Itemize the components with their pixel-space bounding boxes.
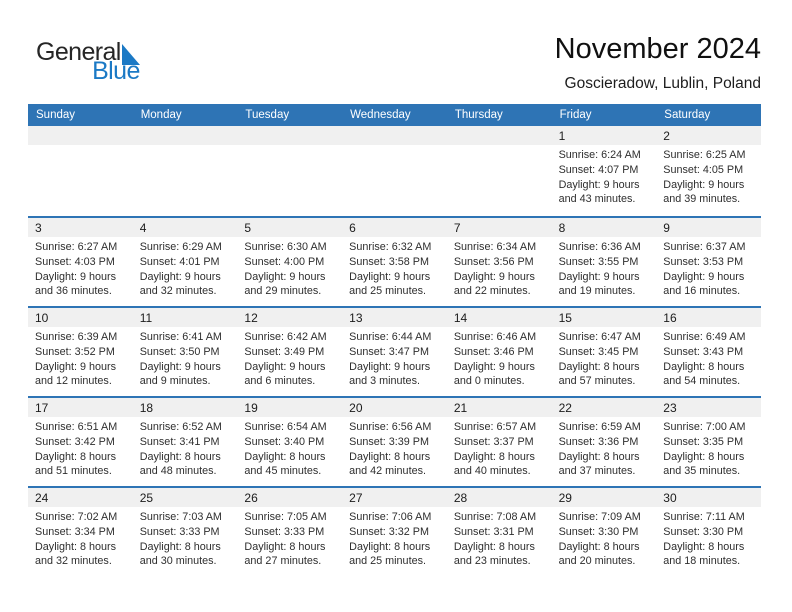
day-detail-line: Sunset: 3:35 PM <box>663 435 744 448</box>
day-detail-line: and 51 minutes. <box>35 465 112 478</box>
day-detail-line: Daylight: 9 hours <box>35 270 117 283</box>
day-detail-line: and 43 minutes. <box>558 193 636 206</box>
day-detail-line: and 42 minutes. <box>349 465 426 478</box>
day-detail-line: and 48 minutes. <box>139 465 217 478</box>
day-detail-line: Daylight: 9 hours <box>558 178 640 191</box>
day-cell <box>237 218 342 306</box>
day-detail-line: Sunset: 3:33 PM <box>244 525 325 538</box>
calendar-table <box>28 104 761 576</box>
day-detail-line: Daylight: 9 hours <box>349 270 431 283</box>
day-cell <box>342 398 447 486</box>
day-cell <box>28 308 133 396</box>
day-detail-line: Sunrise: 7:00 AM <box>663 421 746 433</box>
day-details <box>133 327 238 389</box>
day-cell <box>133 218 238 306</box>
day-detail-line: and 22 minutes. <box>453 285 531 298</box>
day-detail-line: Daylight: 8 hours <box>663 540 745 553</box>
day-detail-line: and 18 minutes. <box>663 555 741 568</box>
weekday-header: Wednesday <box>350 109 411 121</box>
day-details <box>447 327 552 389</box>
calendar-week-row <box>28 126 761 216</box>
day-detail-line: Daylight: 8 hours <box>244 450 326 463</box>
day-detail-line: Daylight: 9 hours <box>139 270 221 283</box>
day-details <box>656 417 761 479</box>
day-detail-line: and 40 minutes. <box>453 465 531 478</box>
day-detail-line: Sunrise: 6:27 AM <box>35 241 118 253</box>
day-details <box>656 145 761 207</box>
day-detail-line: Sunset: 3:43 PM <box>663 345 744 358</box>
day-detail-line: Sunrise: 6:25 AM <box>663 149 746 161</box>
day-detail-line: Sunset: 4:05 PM <box>663 163 744 176</box>
day-detail-line: Sunset: 4:01 PM <box>139 255 220 268</box>
day-detail-line: Daylight: 8 hours <box>663 450 745 463</box>
day-detail-line: and 30 minutes. <box>139 555 217 568</box>
day-number: 16 <box>656 308 761 327</box>
day-details <box>28 507 133 569</box>
day-details <box>342 417 447 479</box>
day-detail-line: Daylight: 9 hours <box>349 360 431 373</box>
day-details <box>656 327 761 389</box>
day-details <box>237 327 342 389</box>
day-cell <box>656 218 761 306</box>
day-detail-line: Sunrise: 6:36 AM <box>558 241 641 253</box>
day-detail-line: Sunset: 3:33 PM <box>139 525 220 538</box>
day-cell <box>552 126 657 216</box>
calendar-week-row <box>28 306 761 396</box>
day-detail-line: and 9 minutes. <box>139 375 211 388</box>
day-detail-line: and 57 minutes. <box>558 375 636 388</box>
day-detail-line: and 6 minutes. <box>244 375 316 388</box>
day-details <box>552 327 657 389</box>
day-detail-line: Daylight: 8 hours <box>663 360 745 373</box>
day-cell <box>342 218 447 306</box>
day-detail-line: Sunset: 3:40 PM <box>244 435 325 448</box>
day-detail-line: Sunrise: 6:47 AM <box>558 331 641 343</box>
day-detail-line: Sunrise: 6:42 AM <box>244 331 327 343</box>
day-detail-line: Daylight: 8 hours <box>558 360 640 373</box>
day-details <box>133 237 238 299</box>
day-detail-line: Sunrise: 6:59 AM <box>558 421 641 433</box>
day-details <box>552 507 657 569</box>
day-detail-line: Sunrise: 6:49 AM <box>663 331 746 343</box>
day-number: 1 <box>552 126 657 145</box>
day-details <box>28 417 133 479</box>
day-number: 26 <box>237 488 342 507</box>
day-detail-line: Sunrise: 7:03 AM <box>139 511 222 523</box>
day-detail-line: and 23 minutes. <box>453 555 531 568</box>
day-detail-line: Sunset: 3:32 PM <box>349 525 429 538</box>
weekday-header: Thursday <box>454 109 503 121</box>
day-detail-line: and 25 minutes. <box>349 285 426 298</box>
day-details <box>447 237 552 299</box>
location-subtitle: Goscieradow, Lublin, Poland <box>564 75 761 92</box>
day-detail-line: and 27 minutes. <box>244 555 322 568</box>
day-detail-line: Sunset: 3:46 PM <box>453 345 534 358</box>
day-detail-line: Daylight: 9 hours <box>453 270 535 283</box>
day-detail-line: Daylight: 9 hours <box>663 270 745 283</box>
day-detail-line: and 25 minutes. <box>349 555 426 568</box>
day-cell <box>447 218 552 306</box>
day-number: 13 <box>342 308 447 327</box>
day-cell <box>656 488 761 576</box>
day-cell <box>237 398 342 486</box>
day-cell <box>133 398 238 486</box>
logo-text-general: General <box>36 38 121 66</box>
day-cell <box>552 398 657 486</box>
day-cell <box>28 398 133 486</box>
day-details <box>447 417 552 479</box>
day-detail-line: Sunrise: 6:57 AM <box>453 421 537 433</box>
day-detail-line: Daylight: 9 hours <box>244 360 326 373</box>
day-detail-line: Sunset: 4:03 PM <box>35 255 115 268</box>
day-detail-line: Daylight: 8 hours <box>139 450 221 463</box>
day-details <box>28 237 133 299</box>
day-details <box>342 507 447 569</box>
day-detail-line: Sunrise: 6:44 AM <box>349 331 432 343</box>
day-details <box>28 327 133 389</box>
day-detail-line: and 36 minutes. <box>35 285 112 298</box>
day-detail-line: Daylight: 8 hours <box>453 540 535 553</box>
day-details <box>342 145 447 148</box>
day-number: 5 <box>237 218 342 237</box>
calendar-week-row <box>28 216 761 306</box>
day-details <box>237 507 342 569</box>
day-detail-line: Sunset: 3:42 PM <box>35 435 115 448</box>
day-details <box>133 417 238 479</box>
day-detail-line: Sunset: 3:39 PM <box>349 435 429 448</box>
day-cell <box>28 488 133 576</box>
calendar-week-row <box>28 396 761 486</box>
day-cell <box>447 126 552 216</box>
day-detail-line: Daylight: 9 hours <box>35 360 117 373</box>
day-detail-line: Sunset: 3:30 PM <box>558 525 639 538</box>
day-detail-line: Daylight: 8 hours <box>35 540 117 553</box>
day-number: 29 <box>552 488 657 507</box>
day-detail-line: Sunset: 3:30 PM <box>663 525 744 538</box>
day-cell <box>133 308 238 396</box>
weekday-header: Friday <box>559 109 592 121</box>
day-cell <box>28 126 133 216</box>
day-number <box>28 126 133 145</box>
day-detail-line: Daylight: 8 hours <box>349 450 431 463</box>
day-detail-line: and 32 minutes. <box>35 555 112 568</box>
day-detail-line: Sunset: 3:31 PM <box>453 525 534 538</box>
day-detail-line: Sunset: 3:53 PM <box>663 255 744 268</box>
day-details <box>552 237 657 299</box>
day-detail-line: Daylight: 8 hours <box>35 450 117 463</box>
day-cell <box>342 308 447 396</box>
day-number: 23 <box>656 398 761 417</box>
day-detail-line: Daylight: 8 hours <box>453 450 535 463</box>
page-title: November 2024 <box>554 33 761 65</box>
day-detail-line: Daylight: 9 hours <box>663 178 745 191</box>
day-number: 12 <box>237 308 342 327</box>
day-number <box>133 126 238 145</box>
day-number: 28 <box>447 488 552 507</box>
day-detail-line: Sunset: 3:34 PM <box>35 525 115 538</box>
day-detail-line: and 19 minutes. <box>558 285 636 298</box>
day-details <box>237 417 342 479</box>
day-number: 27 <box>342 488 447 507</box>
day-cell <box>656 308 761 396</box>
day-details <box>342 237 447 299</box>
calendar-body <box>28 126 761 576</box>
day-number: 2 <box>656 126 761 145</box>
weekday-header: Sunday <box>36 109 76 121</box>
day-detail-line: Sunset: 3:36 PM <box>558 435 639 448</box>
day-detail-line: Daylight: 8 hours <box>349 540 431 553</box>
day-number: 25 <box>133 488 238 507</box>
day-detail-line: and 20 minutes. <box>558 555 636 568</box>
day-details <box>237 145 342 148</box>
day-number <box>237 126 342 145</box>
day-number: 22 <box>552 398 657 417</box>
day-detail-line: Sunset: 4:00 PM <box>244 255 325 268</box>
day-cell <box>552 308 657 396</box>
day-detail-line: Daylight: 8 hours <box>558 540 640 553</box>
day-detail-line: Sunrise: 6:30 AM <box>244 241 327 253</box>
day-detail-line: Sunrise: 6:24 AM <box>558 149 641 161</box>
day-detail-line: Daylight: 9 hours <box>139 360 221 373</box>
day-cell <box>447 398 552 486</box>
day-cell <box>656 398 761 486</box>
day-cell <box>656 126 761 216</box>
day-detail-line: and 54 minutes. <box>663 375 741 388</box>
day-detail-line: and 0 minutes. <box>453 375 525 388</box>
day-cell <box>28 218 133 306</box>
day-number <box>342 126 447 145</box>
day-detail-line: Sunrise: 7:11 AM <box>663 511 745 523</box>
day-detail-line: Sunset: 3:55 PM <box>558 255 639 268</box>
day-cell <box>552 488 657 576</box>
day-detail-line: Sunset: 3:56 PM <box>453 255 534 268</box>
day-number: 17 <box>28 398 133 417</box>
day-detail-line: Sunset: 3:37 PM <box>453 435 534 448</box>
day-detail-line: Daylight: 8 hours <box>139 540 221 553</box>
day-detail-line: and 37 minutes. <box>558 465 636 478</box>
day-details <box>342 327 447 389</box>
day-detail-line: and 32 minutes. <box>139 285 217 298</box>
day-number: 7 <box>447 218 552 237</box>
day-detail-line: and 45 minutes. <box>244 465 322 478</box>
day-number: 8 <box>552 218 657 237</box>
day-number: 18 <box>133 398 238 417</box>
day-detail-line: Sunset: 3:50 PM <box>139 345 220 358</box>
day-detail-line: and 3 minutes. <box>349 375 420 388</box>
day-detail-line: Sunrise: 6:54 AM <box>244 421 327 433</box>
weekday-header: Monday <box>140 109 182 121</box>
day-details <box>656 237 761 299</box>
day-detail-line: and 29 minutes. <box>244 285 322 298</box>
day-details <box>656 507 761 569</box>
day-detail-line: Sunrise: 6:32 AM <box>349 241 432 253</box>
day-number: 15 <box>552 308 657 327</box>
day-detail-line: Sunrise: 6:46 AM <box>453 331 537 343</box>
weekday-header: Saturday <box>664 109 711 121</box>
weekday-header-row <box>28 104 761 126</box>
day-detail-line: and 39 minutes. <box>663 193 741 206</box>
day-cell <box>133 488 238 576</box>
day-detail-line: Daylight: 8 hours <box>244 540 326 553</box>
day-detail-line: Sunrise: 6:37 AM <box>663 241 746 253</box>
day-detail-line: Daylight: 9 hours <box>244 270 326 283</box>
day-cell <box>237 126 342 216</box>
day-number: 30 <box>656 488 761 507</box>
day-cell <box>552 218 657 306</box>
day-detail-line: Sunrise: 6:29 AM <box>139 241 222 253</box>
title-block <box>555 33 761 93</box>
day-cell <box>133 126 238 216</box>
day-details <box>237 237 342 299</box>
day-detail-line: and 12 minutes. <box>35 375 112 388</box>
day-details <box>133 507 238 569</box>
day-detail-line: Sunset: 3:58 PM <box>349 255 429 268</box>
day-detail-line: Sunrise: 7:08 AM <box>453 511 537 523</box>
day-number: 3 <box>28 218 133 237</box>
day-number: 19 <box>237 398 342 417</box>
day-detail-line: Sunrise: 6:41 AM <box>139 331 222 343</box>
day-number: 24 <box>28 488 133 507</box>
day-detail-line: Sunset: 3:49 PM <box>244 345 325 358</box>
day-number: 14 <box>447 308 552 327</box>
day-number <box>447 126 552 145</box>
day-details <box>28 145 133 148</box>
day-detail-line: Sunrise: 6:56 AM <box>349 421 432 433</box>
day-detail-line: Sunset: 4:07 PM <box>558 163 639 176</box>
day-detail-line: Sunrise: 7:05 AM <box>244 511 327 523</box>
day-detail-line: and 35 minutes. <box>663 465 741 478</box>
day-number: 9 <box>656 218 761 237</box>
day-number: 4 <box>133 218 238 237</box>
day-detail-line: Sunrise: 7:09 AM <box>558 511 641 523</box>
day-number: 11 <box>133 308 238 327</box>
weekday-header: Tuesday <box>245 109 290 121</box>
day-number: 20 <box>342 398 447 417</box>
day-details <box>552 145 657 207</box>
day-detail-line: Sunrise: 6:52 AM <box>139 421 222 433</box>
day-cell <box>237 308 342 396</box>
day-details <box>447 507 552 569</box>
day-detail-line: Sunrise: 7:06 AM <box>349 511 432 523</box>
day-number: 6 <box>342 218 447 237</box>
day-detail-line: Daylight: 8 hours <box>558 450 640 463</box>
logo-text-blue: Blue <box>92 57 140 85</box>
day-detail-line: Sunset: 3:41 PM <box>139 435 220 448</box>
day-cell <box>237 488 342 576</box>
day-detail-line: Sunrise: 6:51 AM <box>35 421 118 433</box>
day-detail-line: Sunrise: 6:34 AM <box>453 241 537 253</box>
day-details <box>552 417 657 479</box>
day-detail-line: Daylight: 9 hours <box>558 270 640 283</box>
day-cell <box>447 488 552 576</box>
day-detail-line: Daylight: 9 hours <box>453 360 535 373</box>
day-number: 21 <box>447 398 552 417</box>
calendar-week-row <box>28 486 761 576</box>
day-detail-line: and 16 minutes. <box>663 285 741 298</box>
day-cell <box>342 488 447 576</box>
day-detail-line: Sunrise: 6:39 AM <box>35 331 118 343</box>
day-cell <box>342 126 447 216</box>
day-detail-line: Sunset: 3:45 PM <box>558 345 639 358</box>
day-details <box>447 145 552 148</box>
day-cell <box>447 308 552 396</box>
general-blue-logo <box>36 38 140 85</box>
day-detail-line: Sunset: 3:47 PM <box>349 345 429 358</box>
day-detail-line: Sunrise: 7:02 AM <box>35 511 118 523</box>
day-details <box>133 145 238 148</box>
day-number: 10 <box>28 308 133 327</box>
day-detail-line: Sunset: 3:52 PM <box>35 345 115 358</box>
